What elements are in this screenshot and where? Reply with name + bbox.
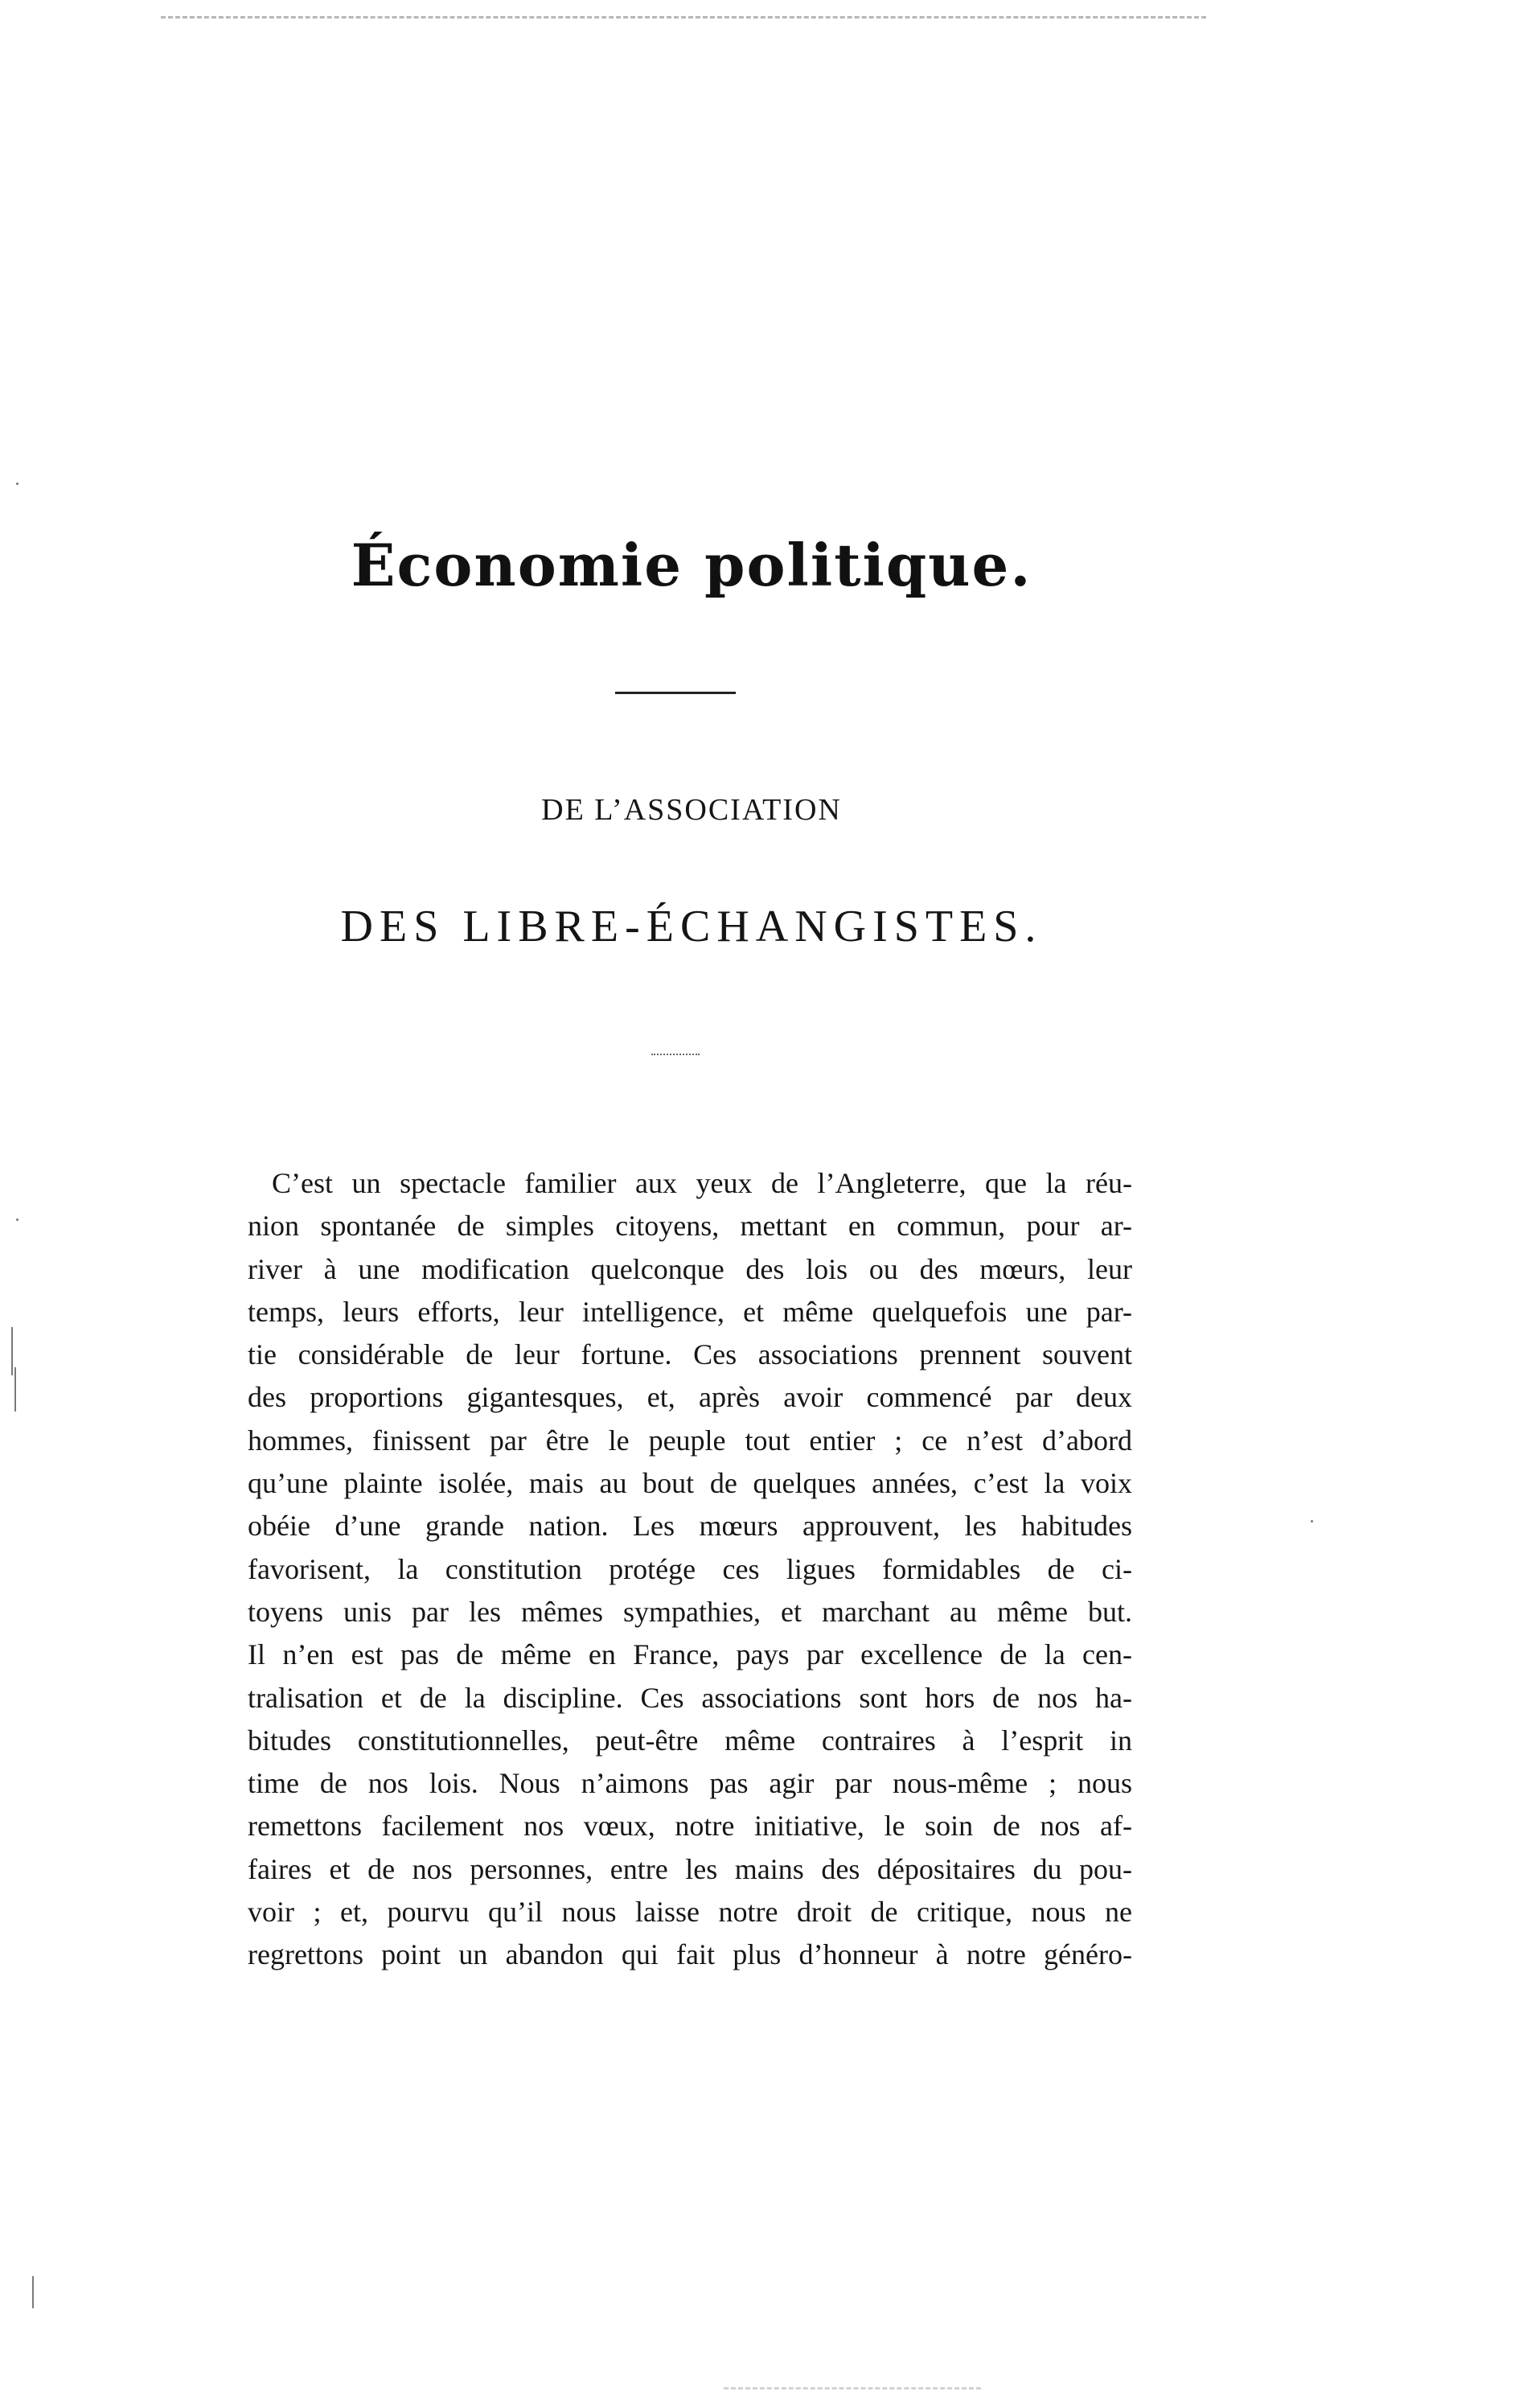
- text-line: river à une modification quelconque des lois ou des mœurs, leur: [248, 1252, 1132, 1285]
- text-line: faires et de nos personnes, entre les mains des dépositaires du pou-: [248, 1852, 1132, 1885]
- text-line: nion spontanée de simples citoyens, mettant en commun, pour ar-: [248, 1210, 1132, 1243]
- article-title-line2: DES LIBRE-ÉCHANGISTES.: [340, 902, 1043, 951]
- text-line: time de nos lois. Nous n’aimons pas agir par nous-même ; nous: [248, 1767, 1132, 1800]
- text-line: C’est un spectacle familier aux yeux de l’Angleterre, que la réu-: [272, 1167, 1132, 1199]
- text-line: remettons facilement nos vœux, notre initiative, le soin de nos af-: [248, 1810, 1132, 1843]
- text-line: regrettons point un abandon qui fait plus d’honneur à notre généro-: [248, 1938, 1132, 1971]
- text-line: voir ; et, pourvu qu’il nous laisse notre droit de critique, nous ne: [248, 1896, 1132, 1929]
- text-line: tie considérable de leur fortune. Ces associations prennent souvent: [248, 1338, 1132, 1371]
- subtitle-divider: [651, 1054, 700, 1055]
- scan-speck: [16, 1218, 18, 1221]
- article-title-line1: DE L’ASSOCIATION: [541, 793, 842, 827]
- text-line: qu’une plainte isolée, mais au bout de quelques années, c’est la voix: [248, 1467, 1132, 1500]
- scan-speck: [1311, 1520, 1313, 1522]
- text-line: Il n’en est pas de même en France, pays par excellence de la cen-: [248, 1638, 1132, 1671]
- scan-edge-artifact-top: [161, 16, 1206, 18]
- text-line: hommes, finissent par être le peuple tout entier ; ce n’est d’abord: [248, 1424, 1132, 1457]
- text-line: bitudes constitutionnelles, peut-être même contraires à l’esprit in: [248, 1724, 1132, 1757]
- text-line: obéie d’une grande nation. Les mœurs approuvent, les habitudes: [248, 1510, 1132, 1543]
- scan-margin-mark: [32, 2276, 34, 2308]
- text-line: des proportions gigantesques, et, après avoir commencé par deux: [248, 1381, 1132, 1414]
- text-line: temps, leurs efforts, leur intelligence, et même quelquefois une par-: [248, 1295, 1132, 1328]
- body-paragraph: [248, 1162, 1132, 1977]
- scan-margin-mark: [11, 1327, 13, 1375]
- text-line: tralisation et de la discipline. Ces associations sont hors de nos ha-: [248, 1681, 1132, 1714]
- scan-speck: [16, 483, 18, 485]
- scan-margin-mark: [14, 1367, 16, 1412]
- text-line: favorisent, la constitution protége ces ligues formidables de ci-: [248, 1552, 1132, 1585]
- section-title: Économie politique.: [351, 531, 1032, 599]
- scan-edge-artifact-bottom: [724, 2387, 981, 2390]
- title-divider: [615, 692, 736, 694]
- text-line: toyens unis par les mêmes sympathies, et marchant au même but.: [248, 1595, 1132, 1628]
